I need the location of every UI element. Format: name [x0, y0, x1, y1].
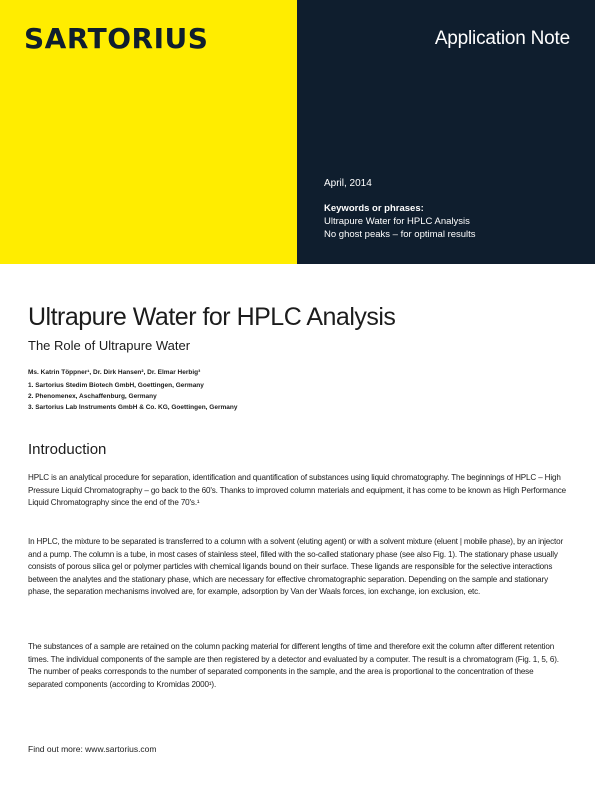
publication-date: April, 2014 [324, 178, 372, 189]
page-title: Ultrapure Water for HPLC Analysis [28, 303, 396, 331]
body-paragraph: The substances of a sample are retained on the column packing material for different lengths of time and therefore exit the column after different retention times. The individual components of the sample are then registered by a detector and evaluated by a computer. The result is a chromatogram (Fig. 1, 5, 6). The number of peaks corresponds to the number of separated components in the sample, and the area is proportional to the concentration of these separated components (according to Kromidas 2000¹). [28, 642, 559, 689]
document-type: Application Note [434, 28, 570, 49]
keyword-item: No ghost peaks – for optimal results [324, 229, 476, 240]
page-subtitle: The Role of Ultrapure Water [28, 338, 191, 353]
header-yellow-panel [0, 0, 297, 264]
affiliation: 1. Sartorius Stedim Biotech GmbH, Goettingen, Germany [28, 382, 204, 389]
affiliation: 3. Sartorius Lab Instruments GmbH & Co. KG, Goettingen, Germany [28, 404, 238, 411]
affiliation: 2. Phenomenex, Aschaffenburg, Germany [28, 393, 157, 400]
header-dark-panel [297, 0, 595, 264]
authors: Ms. Katrin Töppner¹, Dr. Dirk Hansen², Dr. Elmar Herbig³ [28, 369, 201, 376]
keyword-item: Ultrapure Water for HPLC Analysis [324, 216, 470, 227]
body-paragraph: In HPLC, the mixture to be separated is transferred to a column with a solvent (eluting agent) or with a solvent mixture (eluent | mobile phase), by an injector and a pump. The column is a tube, in most cases of stainless steel, filled with the so-called stationary phase (see also Fig. 1). The stationary phase usually consists of porous silica gel or polymer particles with chemical ligands bound on their surface. These ligands are responsible for the selective interactions between the analytes and the stationary phase, which are necessary for effective chromatographic separation. Depending on the sample and stationary phase, the separation mechanisms involved are, for example, adsorption by Van der Waals forces, ion exchange, ion exclusion, etc. [28, 537, 564, 597]
footer-link[interactable]: Find out more: www.sartorius.com [28, 744, 157, 754]
body-paragraph: HPLC is an analytical procedure for separation, identification and quantification of substances using liquid chromatography. The beginnings of HPLC – High Pressure Liquid Chromatography – go back to the 60's. Thanks to improved column materials and equipment, it has come to be known as High Performance Liquid Chromatography since the end of the 70's.¹ [28, 473, 566, 508]
sartorius-logo: SARTORIUS [24, 22, 209, 55]
keywords-label: Keywords or phrases: [324, 203, 424, 214]
section-heading-introduction: Introduction [28, 441, 107, 458]
